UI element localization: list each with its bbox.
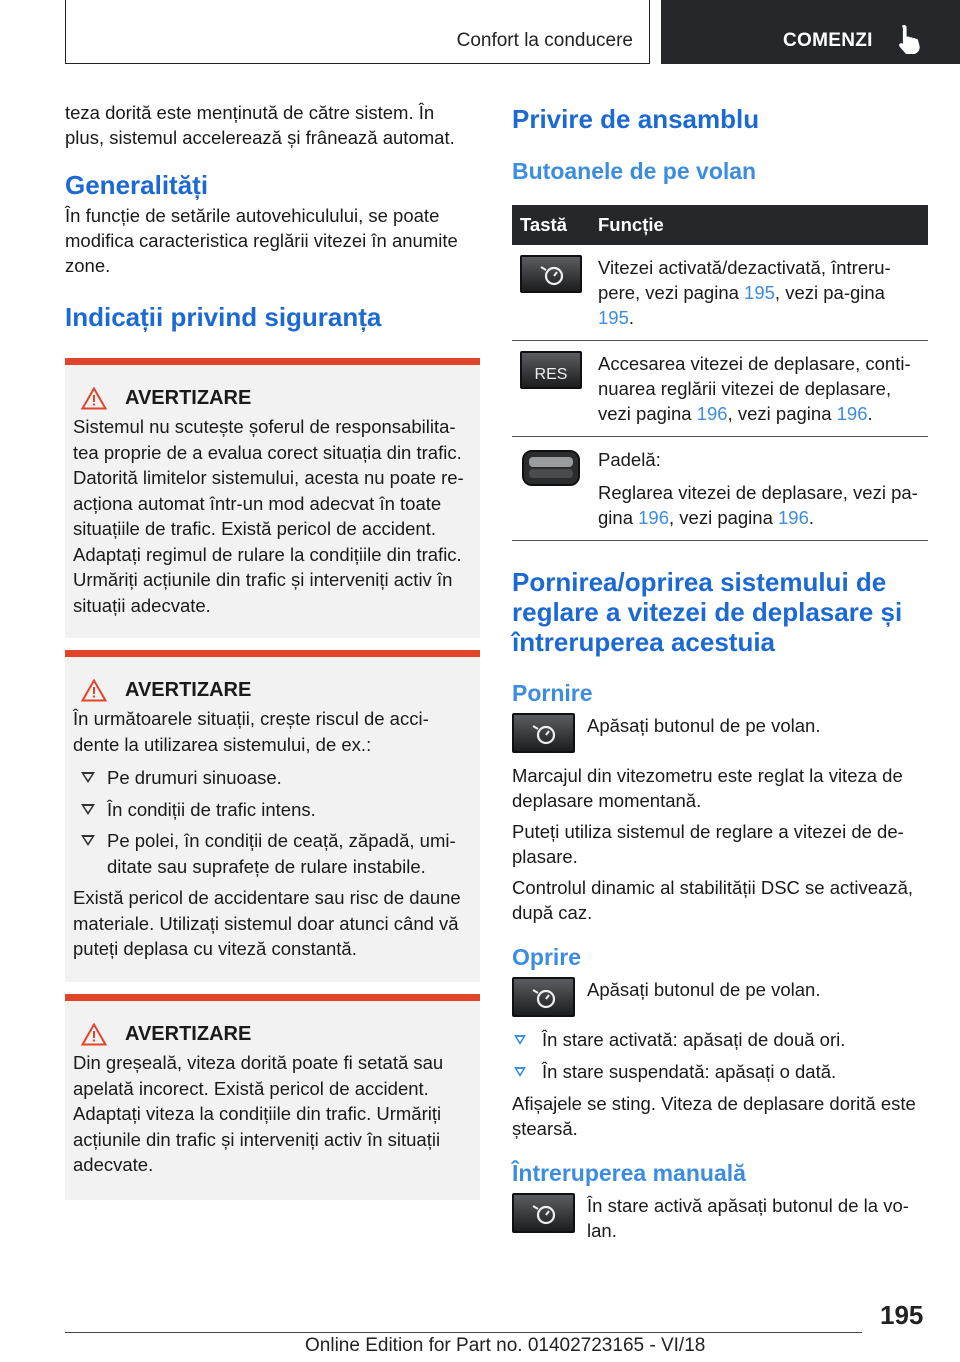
warning-title: AVERTIZARE	[73, 679, 472, 702]
buttons-heading: Butoanele de pe volan	[512, 158, 757, 184]
paddle-head: Padelă:	[598, 449, 661, 470]
warning-text: Sistemul nu scutește șoferul de responsabilita-tea proprie de a evalua corect situația din trafic. Datorită limitelor sistemului, acesta nu poate re-acționa automat într-un mod adecvat în toate situațiile de trafic. Există pericol de accident. Adaptați regimul de rulare la condițiile din trafic. Urmăriți acțiunile din trafic și interveniți activ în situații adecvate.	[73, 416, 464, 616]
page-ref-link[interactable]: 196	[638, 507, 669, 528]
cruise-control-button-icon	[512, 1193, 575, 1233]
oprire-press-text: Apăsați butonul de pe volan.	[587, 979, 821, 1000]
chapter-label: COMENZI	[783, 30, 873, 51]
pornire-instruction	[512, 713, 928, 753]
warning-box-3	[65, 994, 480, 1200]
oprire-heading: Oprire	[512, 944, 582, 970]
onoff-heading: Pornirea/oprirea sistemului de reglare a vitezei de deplasare și întreruperea acestuia	[512, 567, 903, 657]
footer-divider	[65, 1332, 862, 1333]
manual-press-text: În stare activă apăsați butonul de la vo-lan.	[587, 1195, 909, 1241]
page-number: 195	[880, 1300, 924, 1330]
warning-outro: Există pericol de accidentare sau risc de daune materiale. Utilizați sistemul doar atunci când vă puteți deplasa cu viteză constantă.	[73, 887, 461, 959]
pornire-press-text: Apăsați butonul de pe volan.	[587, 715, 821, 736]
list-item: În stare activată: apăsați de două ori.	[512, 1027, 928, 1052]
warning-box-2	[65, 650, 480, 982]
table-header-row	[512, 205, 928, 245]
page-ref-link[interactable]: 196	[778, 507, 809, 528]
left-column	[65, 100, 480, 333]
page-ref-link[interactable]: 195	[598, 307, 629, 328]
oprire-instruction	[512, 977, 928, 1017]
table-row: RES Accesarea vitezei de deplasare, conti-nuarea reglării vitezei de deplasare, vezi pagina 196, vezi pagina 196.	[512, 341, 928, 437]
pornire-heading: Pornire	[512, 680, 593, 706]
col-header-function: Funcție	[590, 205, 928, 245]
generalitati-paragraph: În funcție de setările autovehiculului, se poate modifica caracteristica reglării vitezei în anumite zone.	[65, 205, 458, 276]
page-ref-link[interactable]: 196	[836, 403, 868, 424]
warning-box-1	[65, 358, 480, 638]
manual-instruction	[512, 1193, 928, 1243]
oprire-paragraph: Afișajele se sting. Viteza de deplasare dorită este ștearsă.	[512, 1093, 916, 1139]
page-ref-link[interactable]: 196	[696, 403, 728, 424]
warning-text: Din greșeală, viteza dorită poate fi setată sau apelată incorect. Există pericol de accident. Adaptați viteza la condițiile din trafic. Urmăriți acțiunile din trafic și interveniți activ în situații adecvate.	[73, 1052, 444, 1175]
warning-triangle-icon	[81, 1023, 107, 1046]
manual-heading: Întreruperea manuală	[512, 1160, 746, 1186]
oprire-bullet-list	[512, 1027, 928, 1084]
generalitati-heading: Generalități	[65, 170, 209, 200]
cruise-control-button-icon	[520, 255, 582, 293]
siguranta-heading: Indicații privind siguranța	[65, 302, 382, 332]
col-header-key: Tastă	[512, 205, 590, 245]
rocker-paddle-icon	[520, 447, 582, 489]
header-chapter-tab[interactable]	[661, 0, 960, 64]
intro-paragraph: teza dorită este menținută de către sistem. În plus, sistemul accelerează și frânează automat.	[65, 102, 455, 148]
pornire-paragraph-1: Marcajul din vitezometru este reglat la viteza de deplasare momentană.	[512, 765, 903, 811]
list-item: Pe polei, în condiții de ceață, zăpadă, umi-ditate sau suprafețe de rulare instabile.	[73, 828, 472, 879]
list-item: În stare suspendată: apăsați o dată.	[512, 1059, 928, 1084]
warning-intro: În următoarele situații, crește riscul de acci-dente la utilizarea sistemului, de ex.:	[73, 708, 429, 755]
footer-edition: Online Edition for Part no. 01402723165 - VI/18	[305, 1335, 706, 1356]
list-item: Pe drumuri sinuoase.	[73, 765, 472, 791]
warning-bullet-list	[73, 765, 472, 879]
res-button-icon: RES	[520, 351, 582, 389]
cruise-control-button-icon	[512, 977, 575, 1017]
buttons-table	[512, 205, 928, 541]
pornire-paragraph-2: Puteți utiliza sistemul de reglare a vitezei de de-plasare.	[512, 821, 904, 867]
cruise-control-button-icon	[512, 713, 575, 753]
right-column	[512, 100, 928, 1253]
header-section-box	[65, 0, 650, 64]
list-item: În condiții de trafic intens.	[73, 797, 472, 823]
hand-pointer-icon	[895, 23, 925, 55]
warning-title: AVERTIZARE	[73, 387, 472, 410]
overview-heading: Privire de ansamblu	[512, 104, 760, 134]
page-ref-link[interactable]: 195	[744, 282, 775, 303]
warning-triangle-icon	[81, 679, 107, 702]
table-row: Padelă: Reglarea vitezei de deplasare, vezi pa-gina 196, vezi pagina 196.	[512, 437, 928, 541]
warning-title: AVERTIZARE	[73, 1023, 472, 1046]
section-title: Confort la conducere	[456, 30, 633, 51]
pornire-paragraph-3: Controlul dinamic al stabilității DSC se activează, după caz.	[512, 877, 914, 923]
warning-triangle-icon	[81, 387, 107, 410]
table-row: Vitezei activată/dezactivată, întreru-pere, vezi pagina 195, vezi pa-gina 195.	[512, 245, 928, 341]
